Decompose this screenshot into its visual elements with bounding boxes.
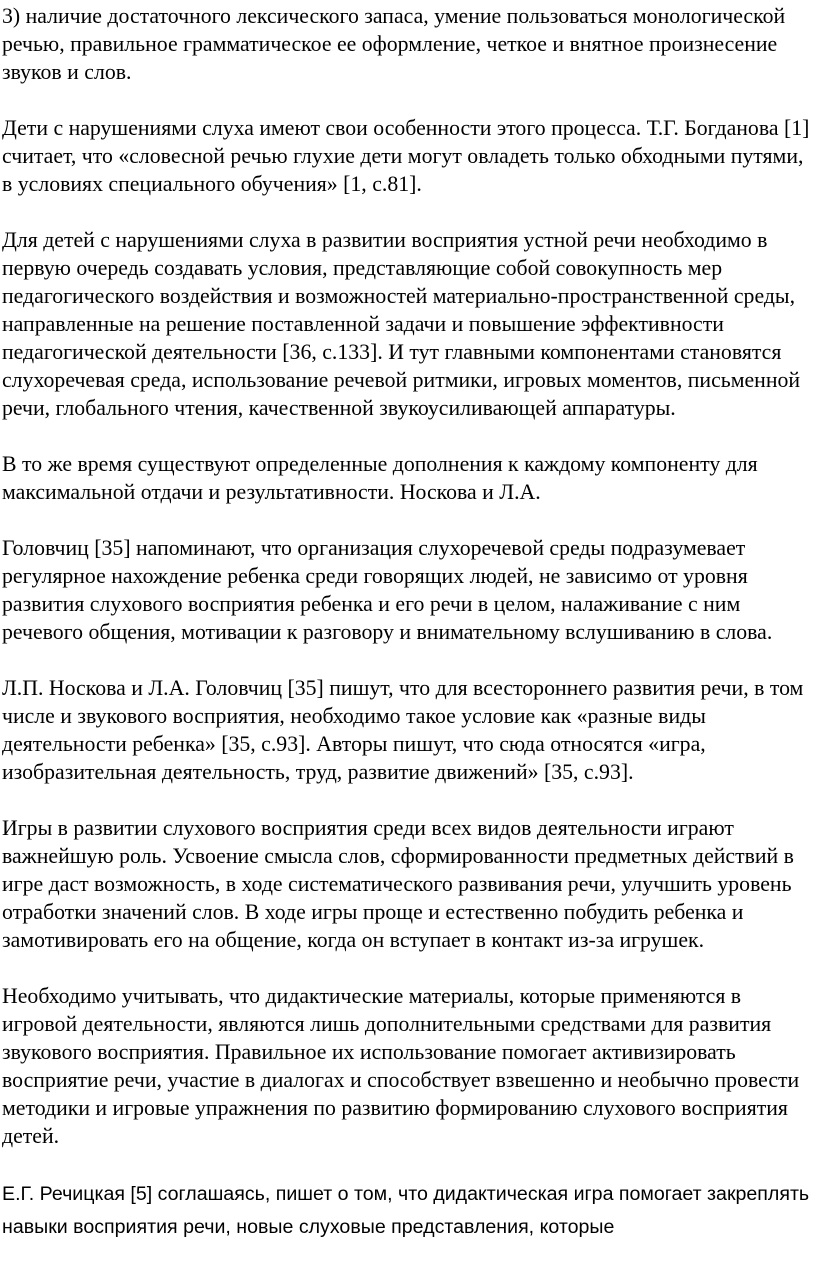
paragraph-bogdanova-quote: Дети с нарушениями слуха имеют свои особенности этого процесса. Т.Г. Богданова [1] считает, что «словесной речью глухие дети могут овладеть только обходными путями, в условиях специального обучения» [1, с.81]. (2, 116, 810, 196)
paragraph-games: Игры в развитии слухового восприятия среди всех видов деятельности играют важнейшую роль. Усвоение смысла слов, сформированности предметных действий в игре даст возможность, в ходе систематического развивания речи, улучшить уровень отработки значений слов. В ходе игры проще и естественно побудить ребенка и замотивировать его на общение, когда он вступает в контакт из-за игрушек. (2, 816, 794, 952)
paragraph-activities: Л.П. Носкова и Л.А. Головчиц [35] пишут, что для всестороннего развития речи, в том числе и звукового восприятия, необходимо такое условие как «разные виды деятельности ребенка» [35, с.93]. Авторы пишут, что сюда относятся «игра, изобразительная деятельность, труд, развитие движений» [35, с.93]. (2, 676, 804, 784)
paragraph-rechitskaya: Е.Г. Речицкая [5] соглашаясь, пишет о том, что дидактическая игра помогает закреплять навыки восприятия речи, новые слуховые представления, которые (2, 1183, 810, 1238)
paragraph-speech-skills: 3) наличие достаточного лексического запаса, умение пользоваться монологической речью, правильное грамматическое ее оформление, четкое и внятное произнесение звуков и слов. (2, 4, 786, 84)
paragraph-golovchits-environment: Головчиц [35] напоминают, что организация слухоречевой среды подразумевает регулярное нахождение ребенка среди говорящих людей, не зависимо от уровня развития слухового восприятия ребенка и его речи в целом, налаживание с ним речевого общения, мотивации к разговору и внимательному вслушиванию в слова. (2, 536, 773, 644)
paragraph-conditions: Для детей с нарушениями слуха в развитии восприятия устной речи необходимо в первую очередь создавать условия, представляющие собой совокупность мер педагогического воздействия и возможностей материально-пространственной среды, направленные на решение поставленной задачи и повышение эффективности педагогической деятельности [36, с.133]. И тут главными компонентами становятся слухоречевая среда, использование речевой ритмики, игровых моментов, письменной речи, глобального чтения, качественной звукоусиливающей аппаратуры. (2, 228, 801, 420)
paragraph-didactic-materials: Необходимо учитывать, что дидактические материалы, которые применяются в игровой деятельности, являются лишь дополнительными средствами для развития звукового восприятия. Правильное их использование помогает активизировать восприятие речи, участие в диалогах и способствует взвешенно и необычно провести методики и игровые упражнения по развитию формированию слухового восприятия детей. (2, 984, 800, 1148)
paragraph-additions: В то же время существуют определенные дополнения к каждому компоненту для максимальной отдачи и результативности. Носкова и Л.А. (2, 452, 758, 504)
